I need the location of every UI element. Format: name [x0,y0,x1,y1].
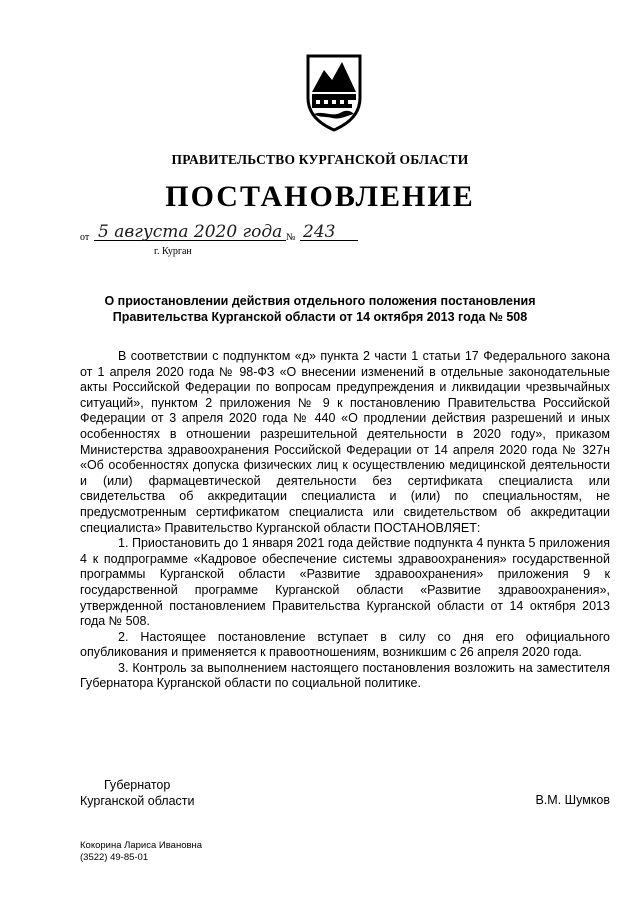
document-meta [80,224,360,266]
coat-of-arms-emblem [302,52,366,132]
document-body [80,349,610,692]
executor-name: Кокорина Лариса Ивановна [80,840,203,851]
organization-name: ПРАВИТЕЛЬСТВО КУРГАНСКОЙ ОБЛАСТИ [171,152,469,167]
position-line-1: Губернатор [104,778,171,792]
paragraph-item-2: 2. Настоящее постановление вступает в силу со дня его официального опубликования и применяется к правоотношениям, возникшим с 26 апреля 2020 года. [80,629,610,660]
paragraph-preamble: В соответствии с подпунктом «д» пункта 2 части 1 статьи 17 Федерального закона от 1 апреля 2020 года № 98-ФЗ «О внесении изменений в отдельные законодательные акты Российской Федерации по вопросам предупреждения и ликвидации чрезвычайных ситуаций», пунктом 2 приложения № 9 к постановлению Правительства Российской Федерации от 3 апреля 2020 года № 440 «О продлении действия разрешений и иных особенностях в отношении разрешительной деятельности в 2020 году», приказом Министерства здравоохранения Российской Федерации от 14 апреля 2020 года № 327н «Об особенностях допуска физических лиц к осуществлению медицинской деятельности и (или) фармацевтической деятельности без сертификата специалиста или свидетельства об аккредитации специалиста и (или) по специальностям, не предусмотренным сертификатом специалиста или свидетельством об аккредитации специалиста» Правительство Курганской области ПОСТАНОВЛЯЕТ: [80,349,610,535]
document-title [80,293,560,325]
executor-info [80,840,202,864]
number-label: № [286,232,296,243]
date-label: от [80,232,90,243]
paragraph-item-3: 3. Контроль за выполнением настоящего постановления возложить на заместителя Губернатора Курганской области по социальной политике. [80,660,610,691]
title-line-1: О приостановлении действия отдельного положения постановления [104,294,536,308]
paragraph-item-1: 1. Приостановить до 1 января 2021 года действие подпункта 4 пункта 5 приложения 4 к подпрограмме «Кадровое обеспечение системы здравоохранения» государственной программы Курганской области «Развитие здравоохранения» приложения 9 к государственной программе Курганской области «Развитие здравоохранения», утвержденной постановлением Правительства Курганской области от 14 октября 2013 года № 508. [80,536,610,629]
title-line-2: Правительства Курганской области от 14 октября 2013 года № 508 [112,310,528,324]
city-label: г. Курган [154,246,192,257]
handwritten-number: 243 [303,222,336,242]
signatory-position [80,777,195,809]
signatory-name: В.М. Шумков [535,793,610,807]
executor-phone: (3522) 49-85-01 [80,852,149,863]
handwritten-date: 5 августа 2020 года [98,222,283,242]
position-line-2: Курганской области [80,794,195,808]
document-type: ПОСТАНОВЛЕНИЕ [165,180,475,213]
